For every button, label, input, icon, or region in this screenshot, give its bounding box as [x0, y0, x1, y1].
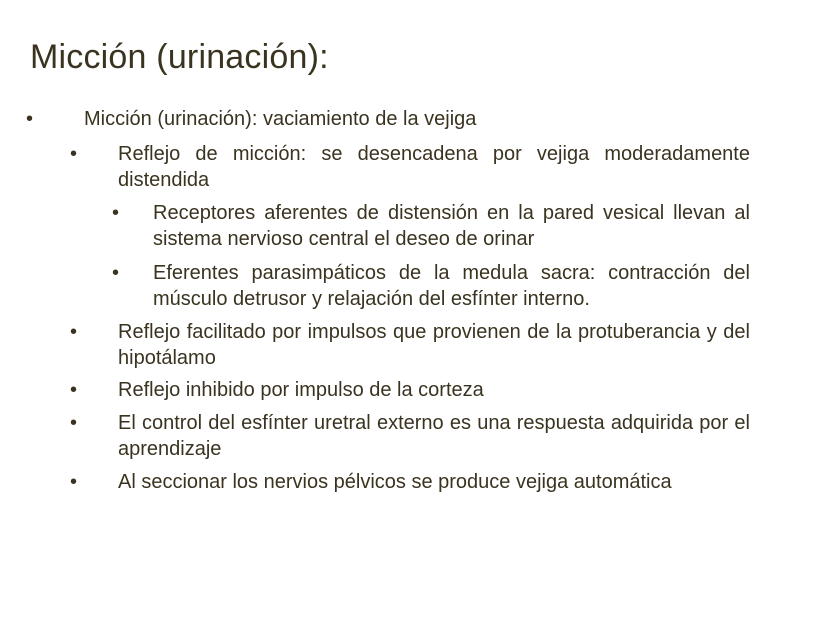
list-item: Al seccionar los nervios pélvicos se produce vejiga automática: [118, 471, 672, 493]
list-item: Reflejo inhibido por impulso de la corteza: [118, 379, 484, 401]
bullet-icon: •: [70, 143, 78, 165]
bullet-icon: •: [70, 412, 78, 434]
bullet-icon: •: [112, 202, 120, 224]
list-item: El control del esfínter uretral externo es una respuesta adquirida por el aprendizaje: [118, 412, 750, 460]
bullet-icon: •: [112, 262, 120, 284]
bullet-icon: •: [70, 471, 78, 493]
bullet-icon: •: [70, 379, 78, 401]
list-item: Eferentes parasimpáticos de la medula sacra: contracción del músculo detrusor y relajación del esfínter interno.: [153, 262, 750, 310]
slide-title: Micción (urinación):: [30, 38, 329, 76]
list-item: Receptores aferentes de distensión en la pared vesical llevan al sistema nervioso central el deseo de orinar: [153, 202, 750, 250]
list-item: Reflejo de micción: se desencadena por vejiga moderadamente distendida: [118, 143, 750, 191]
list-item: Micción (urinación): vaciamiento de la vejiga: [84, 108, 477, 130]
bullet-icon: •: [26, 108, 34, 130]
bullet-icon: •: [70, 321, 78, 343]
list-item: Reflejo facilitado por impulsos que provienen de la protuberancia y del hipotálamo: [118, 321, 750, 369]
